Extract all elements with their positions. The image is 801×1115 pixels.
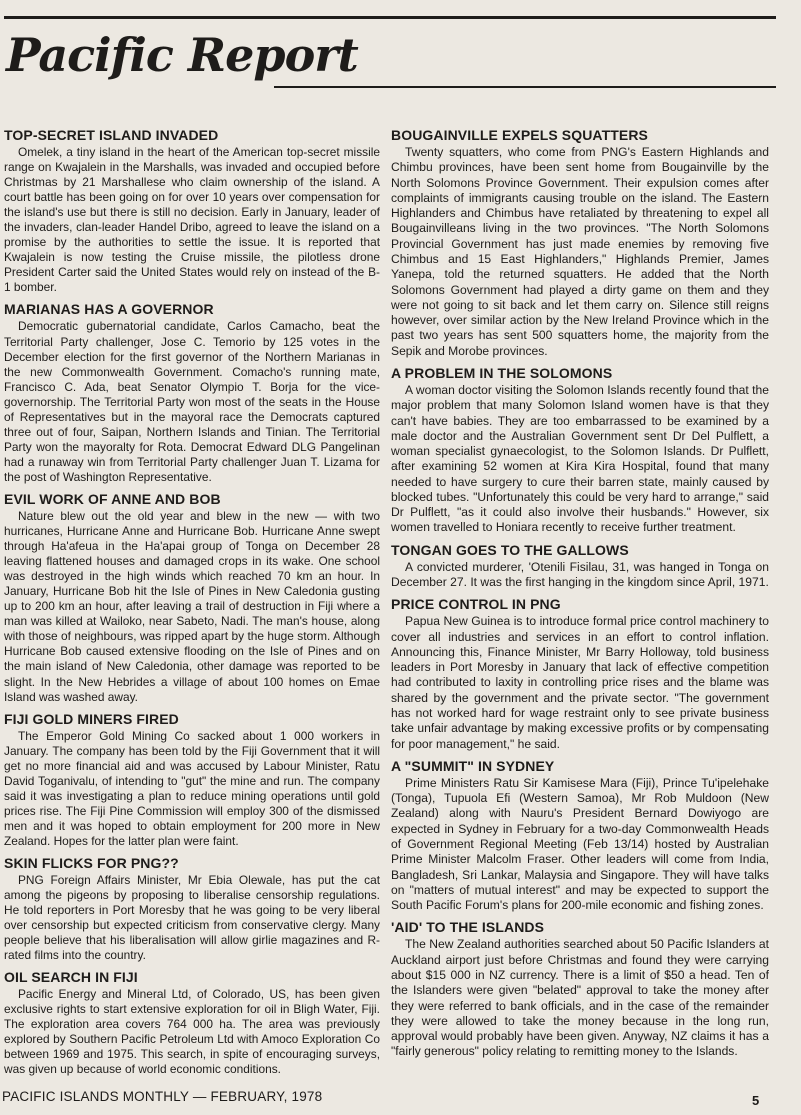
article-headline: EVIL WORK OF ANNE AND BOB	[4, 490, 221, 507]
article	[391, 595, 769, 752]
article	[391, 541, 769, 591]
article-body: Omelek, a tiny island in the heart of the American top-secret missile range on Kwajalein in the Marshalls, was invaded and occupied before Christmas by 21 Marshallese who claim ownership of the island. A court battle has been going on for over 10 years over compensation for the island's use but there is still no decision. Early in January, leader of the invaders, clan-leader Handel Dribo, agreed to leave the island on a promise by the authorities to settle the issue. It is reported that Kwajalein is now testing the Cruise missile, the pilotless drone President Carter said the United States would rely on instead of the B-1 bomber.	[4, 145, 380, 295]
article	[391, 918, 769, 1059]
article-headline: MARIANAS HAS A GOVERNOR	[4, 301, 214, 318]
left-column	[4, 126, 380, 1083]
article-body: Democratic gubernatorial candidate, Carlos Camacho, beat the Territorial Party challenger, Jose C. Temorio by 125 votes in the December election for the first governor of the Northern Marianas in the new Commonwealth Government. Comacho's running mate, Francisco C. Ada, beat Senator Olympio T. Borja for the vice-governorship. The Territorial Party won most of the seats in the House of Representatives but in the mayoral race the Democrats captured three out of four, Saipan, Northern Islands and Tinian. The Territorial Party won the mayoralty for Rota. Democrat Edward DLG Pangelinan had a runaway win from Territorial Party challenger Juan T. Lizama for the post of Washington Representative.	[4, 319, 380, 484]
top-rule	[4, 16, 776, 19]
masthead-title: Pacific Report	[6, 28, 358, 82]
page-number: 5	[752, 1093, 760, 1108]
article-headline: A PROBLEM IN THE SOLOMONS	[391, 364, 613, 381]
article-headline: OIL SEARCH IN FIJI	[4, 969, 138, 986]
article-body: Prime Ministers Ratu Sir Kamisese Mara (Fiji), Prince Tu'ipelehake (Tonga), Tupuola Efi (Western Samoa), Mr Rob Muldoon (New Zealand) along with Nauru's President Bernard Dowiyogo are expected in Sydney in February for a two-day Commonwealth Heads of Government Regional Meeting (Feb 13/14) hosted by Australian Prime Minister Malcolm Fraser. Other leaders will come from India, Bangladesh, Sri Lankar, Malaysia and Singapore. They will have talks on "matters of mutual interest" and may be expected to support the South Pacific Forum's plans for 200-mile economic and fishing zones.	[391, 775, 769, 913]
article	[4, 968, 380, 1077]
article-body: A woman doctor visiting the Solomon Islands recently found that the major problem that many Solomon Island women have is that they can't have babies. They are too embarrassed to be examined by a male doctor and the Australian Government sent Dr Del Pulflett, a woman specialist gynaecologist, to the Solomon Islands. Dr Pulflett, after examining 52 women at Kira Kira Hospital, found that many needed to have surgery to cure their barren state, mainly caused by blocked tubes. "Unfortunately this could be very hard to arrange," said Dr Pulflett, "as it could also involve their husbands." However, six women travelled to Honiara recently to receive further treatment.	[391, 382, 769, 535]
masthead	[6, 30, 776, 110]
publication-footer: PACIFIC ISLANDS MONTHLY — FEBRUARY, 1978	[2, 1089, 323, 1104]
article-body: Papua New Guinea is to introduce formal price control machinery to cover all industries and services in an effort to control inflation. Announcing this, Finance Minister, Mr Barry Holloway, told business leaders in Port Moresby in January that lack of effective competition had contributed to laxity in controlling price rises and the blame was shared by the government and the private sector. "The government has not worked hard for wage restraint only to see private business take unfair advantage by making excessive profits or by compensating for poor management," he said.	[391, 614, 769, 751]
article	[391, 126, 769, 359]
article-body: The New Zealand authorities searched about 50 Pacific Islanders at Auckland airport just before Christmas and found they were carrying about $15 000 in NZ currency. There is a limit of $50 a head. Ten of the Islanders were given "belated" approval to take the money after they were referred to bank officials, and in the case of the remainder they were allowed to take the money because in the long run, approval would probably have been given. Anyway, NZ claims it has a "fairly generous" policy relating to remitting money to the Islands.	[391, 937, 769, 1059]
article-headline: A "SUMMIT" IN SYDNEY	[391, 757, 555, 774]
article-body: The Emperor Gold Mining Co sacked about 1 000 workers in January. The company has been told by the Fiji Government that it will get no more financial aid and was accused by Labour Minister, Ratu David Toganivalu, of intending to "gut" the mine and run. The company said it was investigating a plan to reduce mining operations until gold prices rise. The Fiji Pine Commission will employ 300 of the dismissed men and it was hoped to obtain employment for 200 more in New Zealand. Hopes for the latter plan were faint.	[4, 728, 380, 848]
article	[4, 854, 380, 963]
article	[4, 710, 380, 849]
article	[4, 490, 380, 705]
article-headline: SKIN FLICKS FOR PNG??	[4, 854, 179, 871]
masthead-rule	[274, 86, 776, 88]
article-headline: TONGAN GOES TO THE GALLOWS	[391, 541, 629, 558]
article	[391, 364, 769, 536]
article-headline: BOUGAINVILLE EXPELS SQUATTERS	[391, 127, 648, 143]
article-headline: PRICE CONTROL IN PNG	[391, 596, 561, 613]
article-body: A convicted murderer, 'Otenili Fisilau, 31, was hanged in Tonga on December 27. It was the first hanging in the kingdom since April, 1971.	[391, 559, 769, 590]
article-headline: 'AID' TO THE ISLANDS	[391, 919, 545, 936]
article-headline: TOP-SECRET ISLAND INVADED	[4, 127, 219, 143]
article-headline: FIJI GOLD MINERS FIRED	[4, 710, 179, 727]
article-body: PNG Foreign Affairs Minister, Mr Ebia Olewale, has put the cat among the pigeons by proposing to liberalise censorship regulations. He told reporters in Port Moresby that he was going to be very liberal over censorship but expected criticism from conservative clergy. Many people believe that his liberalisation will allow girlie magazines and R-rated films into the country.	[4, 872, 380, 963]
article-body: Twenty squatters, who come from PNG's Eastern Highlands and Chimbu provinces, have been sent home from Bougainville by the North Solomons Province Government. Their expulsion comes after complaints of immigrants causing trouble on the island. The Eastern Highlanders and Chimbus have retaliated by threatening to expel all Bougainvilleans living in the two provinces. "The North Solomons Provincial Government has just made enemies by removing five Chimbus and 15 East Highlanders," Highlands Premier, James Yanepa, told the returned squatters. He added that the North Solomons Government had played a dirty game on them and they were not going to sit back and let them carry on. Silence still reigns however, over similar action by the New Ireland Province which in the past two years has sent 500 squatters home, the majority from the Sepik and Morobe provinces.	[391, 145, 769, 358]
right-column	[391, 126, 769, 1065]
article	[4, 126, 380, 295]
article	[4, 300, 380, 485]
article-body: Nature blew out the old year and blew in the new — with two hurricanes, Hurricane Anne and Hurricane Bob. Hurricane Anne swept through Ha'afeua in the Ha'apai group of Tonga on December 28 leaving flattened houses and damaged crops in its wake. One school was destroyed in the high winds which reached 70 km an hour. In January, Hurricane Bob hit the Isle of Pines in New Caledonia gusting up to 200 km an hour, after leaving a trail of destruction in Fiji where a man was killed at Wailoko, near Sabeto, Nadi. The man's house, along with those of neighbours, was ripped apart by the huge storm. Although Hurricane Bob caused extensive flooding on the Isle of Pines and on the main island of New Caledonia, other damage was reported to be slight. In the New Hebrides a village of about 100 homes on Emae Island was washed away.	[4, 508, 380, 704]
article	[391, 757, 769, 914]
article-body: Pacific Energy and Mineral Ltd, of Colorado, US, has been given exclusive rights to start extensive exploration for oil in Bligh Water, Fiji. The exploration area covers 764 000 ha. The area was previously explored by Southern Pacific Petroleum Ltd with Amoco Exploration Co between 1969 and 1975. This search, in spite of encouraging surveys, was given up because of world economic conditions.	[4, 987, 380, 1077]
